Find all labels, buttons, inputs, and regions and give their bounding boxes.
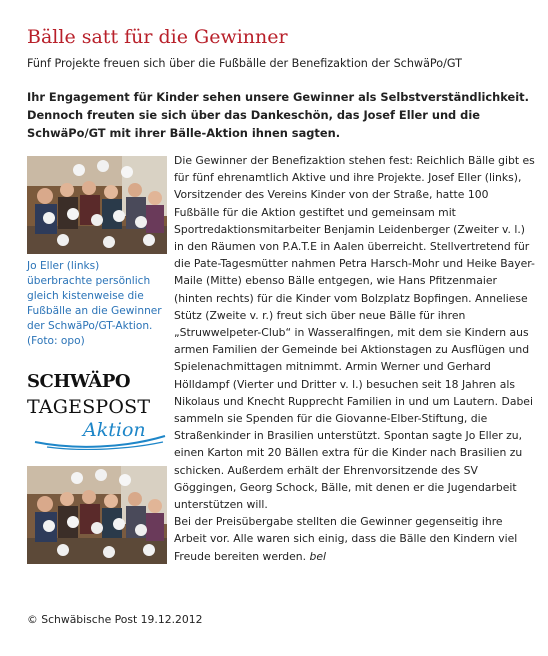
article-body-paragraph-closing [174, 513, 536, 565]
article-byline: bel [309, 549, 326, 563]
svg-text:TAGESPOST: TAGESPOST [27, 396, 151, 418]
article-subheadline: Fünf Projekte freuen sich über die Fußbälle der Benefizaktion der SchwäPo/GT [27, 57, 462, 70]
svg-text:Aktion: Aktion [83, 419, 146, 441]
svg-text:SCHWÄPO: SCHWÄPO [27, 371, 131, 392]
photo-caption: Jo Eller (links) überbrachte persönlich gleich kistenweise die Fußbälle an die Gewinner der SchwäPo/GT-Aktion. (Foto: opo) [27, 260, 162, 347]
article-photo [27, 156, 167, 254]
schwaepo-tagespost-aktion-logo [25, 368, 170, 450]
article-photo-second [27, 466, 167, 564]
article-body-closing-text: Bei der Preisübergabe stellten die Gewinner gegenseitig ihre Arbeit vor. Alle waren sich einig, dass die Bälle den Kindern viel Freude bereiten werden. [174, 515, 518, 563]
article-headline: Bälle satt für die Gewinner [27, 26, 288, 48]
article-body-paragraph: Die Gewinner der Benefizaktion stehen fest: Reichlich Bälle gibt es für fünf ehrenamtlich Aktive und ihre Projekte. Josef Eller (links), Vorsitzender des Vereins Kinder von der Straße, hatte 100 Fußbälle für die Aktion gestiftet und gemeinsam mit Sportredaktionsmitarbeiter Benjamin Leidenberger (Zweiter v. l.) in den Räumen von P.A.T.E in Aalen überreicht. Stellvertretend für die Pate-Tagesmütter nahmen Petra Harsch-Mohr und Heike Bayer-Maile (Mitte) ebenso Bälle entgegen, wie Hans Pfitzenmaier (hinten rechts) für die Kinder vom Bolzplatz Bopfingen. Anneliese Stütz (Zweite v. r.) freut sich über neue Bälle für ihren „Struwwelpeter-Club“ in Wasseralfingen, mit dem sie Kindern aus armen Familien der Gemeinde bei Aktionstagen zu Ausflügen und Spielenachmittagen mitnimmt. Armin Werner und Gerhard Hölldampf (Vierter und Dritter v. l.) besuchen seit 18 Jahren als Nikolaus und Knecht Rupprecht Familien in und um Lautern. Dabei sammeln sie Spenden für die Giovanne-Elber-Stiftung, die Straßenkinder in Brasilien unterstützt. Spontan sagte Jo Eller zu, einen Karton mit 20 Bällen extra für die Kinder nach Brasilien zu schicken. Außerdem erhält der Ehrenvorsitzende des SV Göggingen, Georg Schock, Bälle, mit denen er die Jugendarbeit unterstützen will. [174, 154, 535, 512]
article-lead: Ihr Engagement für Kinder sehen unsere Gewinner als Selbstverständlichkeit. Dennoch freuten sie sich über das Dankeschön, das Josef Eller und die SchwäPo/GT mit ihrer Bälle-Aktion ihnen sagten. [27, 90, 529, 140]
copyright-footer: © Schwäbische Post 19.12.2012 [27, 613, 203, 626]
article-body [174, 152, 536, 565]
